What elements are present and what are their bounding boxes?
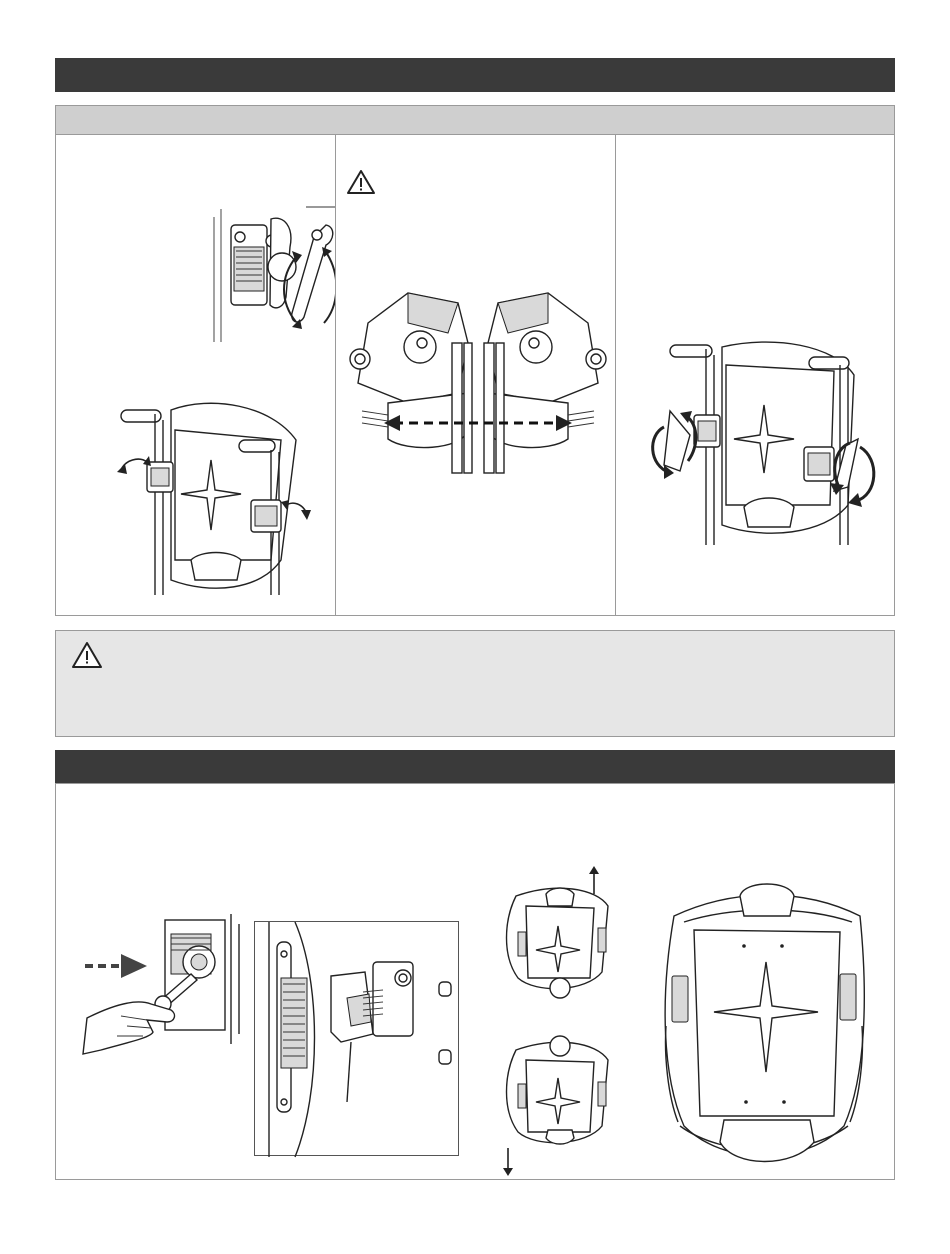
step-panel-1 — [55, 134, 336, 616]
subsection-header-bar — [55, 105, 895, 135]
section-header-bar-2 — [55, 750, 895, 784]
step-panel-3 — [615, 134, 895, 616]
warning-box — [55, 630, 895, 737]
warning-triangle-icon — [71, 641, 103, 669]
hardware-width-adjust-illustration — [348, 283, 608, 483]
warning-triangle-icon — [346, 169, 376, 195]
backrest-rear-view-illustration — [654, 876, 874, 1176]
wrench-adjust-illustration — [81, 914, 246, 1074]
section-header-bar — [55, 58, 895, 92]
bottom-section-panel — [55, 783, 895, 1180]
backrest-rotate-levers-illustration — [111, 390, 311, 600]
backrest-down-arrow-illustration — [496, 1034, 621, 1184]
lever-closeup-illustration — [176, 207, 336, 347]
backrest-tighten-levers-illustration — [634, 335, 884, 550]
bracket-detail-inset — [254, 921, 459, 1156]
backrest-up-arrow-illustration — [496, 866, 621, 1006]
step-panel-2 — [335, 134, 616, 616]
